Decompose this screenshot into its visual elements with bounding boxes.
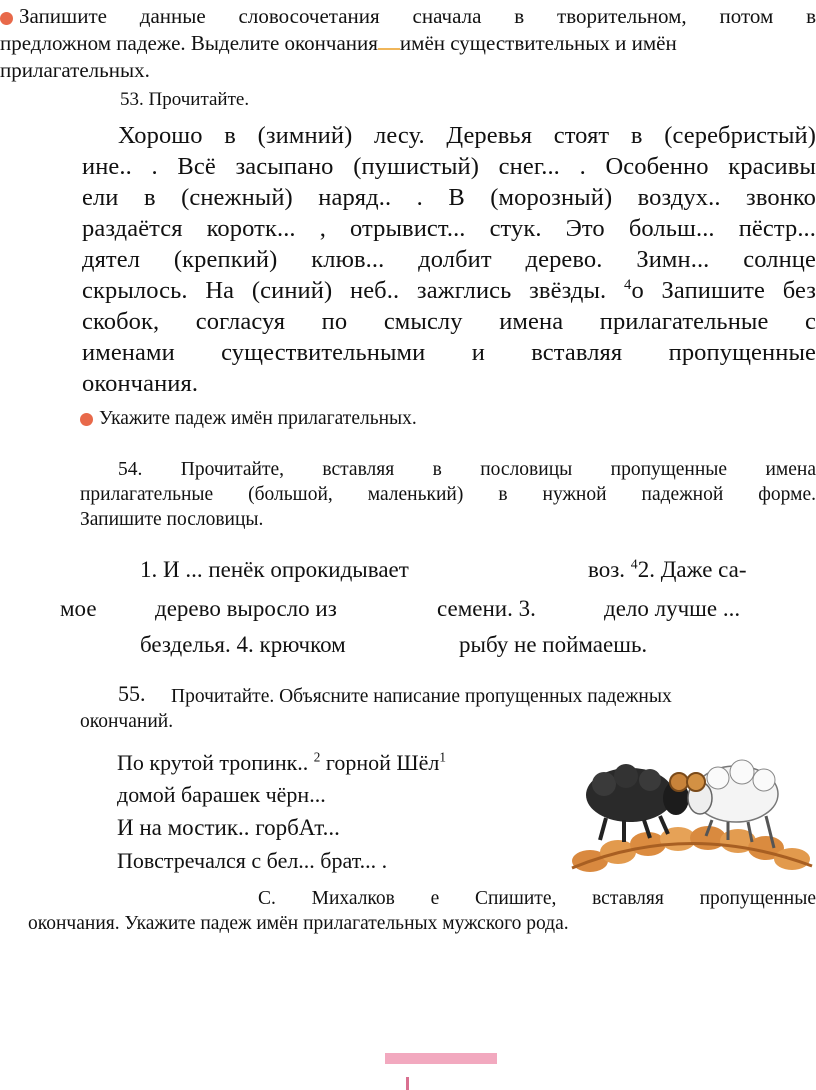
text-line: 54. Прочитайте, вставляя в пословицы пропущенные имена	[118, 459, 816, 480]
text-line: прилагательные (большой, маленький) в нужной падежной форме.	[80, 484, 816, 505]
author-line: С. Михалков е Спишите, вставляя пропущенные	[258, 888, 816, 909]
rams-on-bridge-illustration	[568, 740, 816, 880]
exercise-53-task: Укажите падеж имён прилагательных.	[80, 406, 417, 431]
pink-tick-decoration	[406, 1077, 409, 1090]
text-line: окончания.	[82, 370, 199, 397]
text-line: раздаётся коротк... , отрывист... стук. Это больш... пёстр...	[82, 215, 816, 242]
exercise-53-text	[82, 120, 816, 399]
poem-line: Повстречался с бел... брат... .	[117, 848, 388, 873]
text-line: Запишите пословицы.	[80, 509, 264, 530]
instruction-line-2: предложном падеже. Выделите окончания имён существительных и имён	[0, 31, 677, 55]
exercise-55-number: 55.	[118, 681, 146, 706]
final-task-line: окончания. Укажите падеж имён прилагательных мужского рода.	[28, 913, 569, 934]
exercise-55-line-1: Прочитайте. Объясните написание пропущенных падежных	[171, 686, 672, 707]
text-line: Хорошо в (зимний) лесу. Деревья стоят в (серебристый)	[118, 122, 816, 149]
poem-line: По крутой тропинк.. $^2$ горной Шёл$^1$	[117, 749, 446, 775]
exercise-53-title: 53. Прочитайте.	[120, 89, 250, 110]
exercise-55-line-2: окончаний.	[80, 711, 174, 732]
proverbs-block: 1. И ... пенёк опрокидывает воз. $^4$2. Даже са- мое дерево выросло из семени. 3. дело лучше ... безделья. 4. крючком рыбу не поймаешь.	[60, 556, 747, 657]
bullet-icon	[80, 413, 93, 426]
text-line: именами существительными и вставляя пропущенные	[82, 339, 816, 366]
bullet-icon	[0, 12, 13, 25]
text-line: скобок, согласуя по смыслу имена прилагательные с	[82, 308, 816, 335]
poem-line: домой барашек чёрн...	[117, 782, 326, 807]
instruction-line-3: прилагательных.	[0, 58, 150, 82]
text-line: ели в (снежный) наряд.. . В (морозный) воздух.. звонко	[82, 184, 816, 211]
pink-stripe-decoration	[385, 1053, 497, 1064]
text-line: дятел (крепкий) клюв... долбит дерево. Зимн... солнце	[82, 246, 816, 273]
text-line: ине.. . Всё засыпано (пушистый) снег... . Особенно красивы	[82, 153, 816, 180]
instruction-line-1: Запишите данные словосочетания сначала в творительном, потом в	[0, 3, 816, 29]
poem	[117, 748, 446, 875]
poem-line: И на мостик.. горбАт...	[117, 815, 340, 840]
exercise-54-text	[80, 457, 816, 532]
text-line: скрылось. На (синий) неб.. зажглись звёзды. $^4$о Запишите без	[82, 276, 816, 304]
ending-highlight-mark	[378, 34, 400, 50]
bridge-icon	[572, 826, 812, 872]
